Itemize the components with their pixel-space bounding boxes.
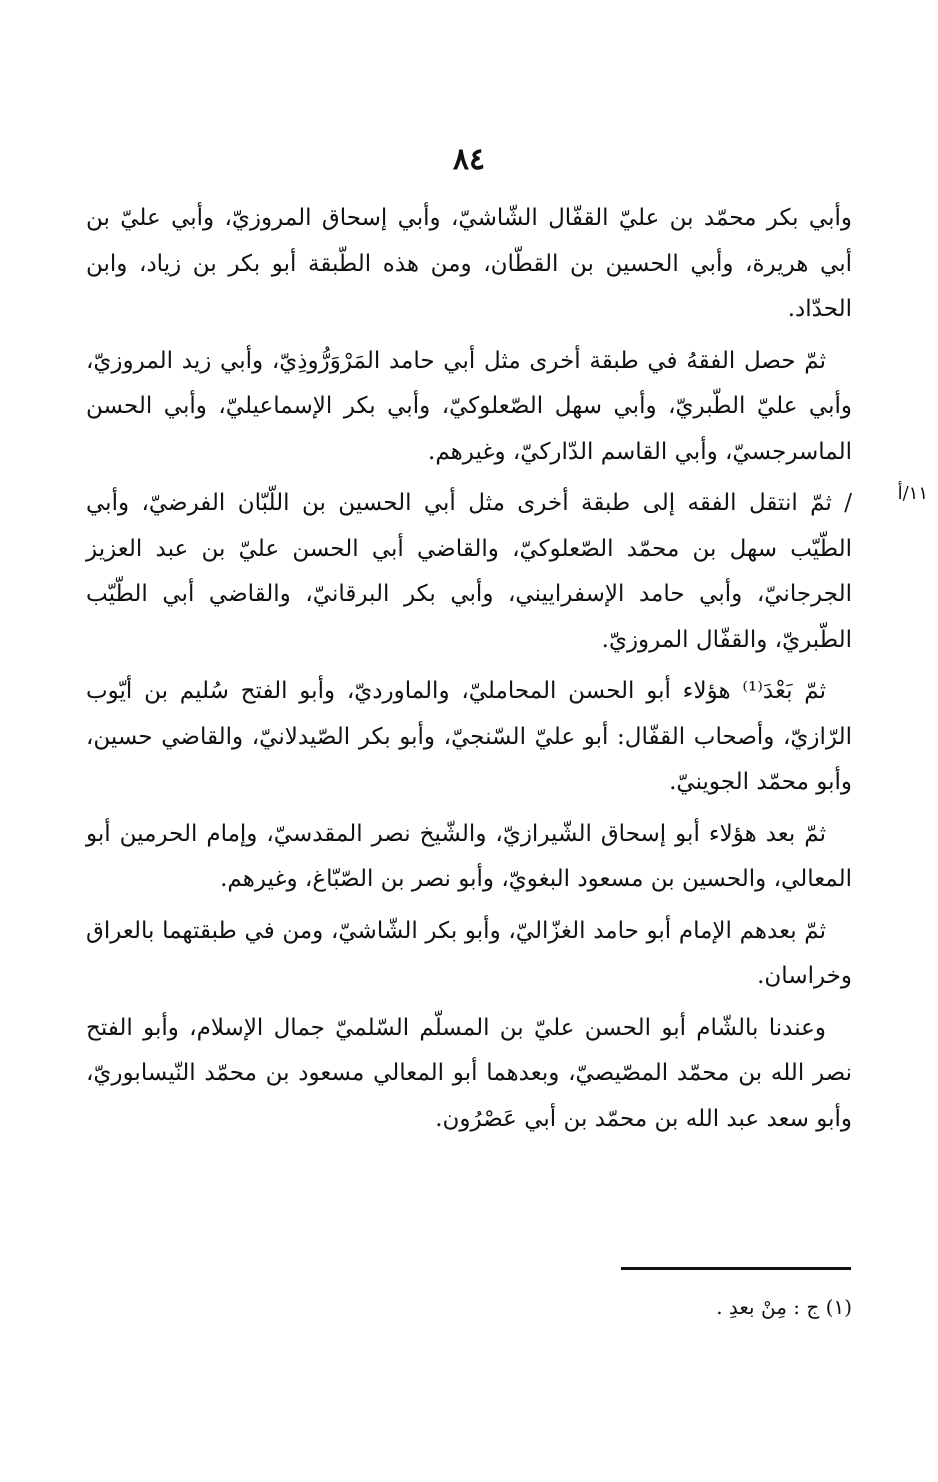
page-number: ٨٤ <box>452 142 486 177</box>
footnote: (١) ج : مِنْ بعدِ . <box>716 1295 852 1319</box>
paragraph-4: ثمّ بَعْدَ⁽¹⁾ هؤلاء أبو الحسن المحامليّ، والماورديّ، وأبو الفتح سُليم بن أيّوب الرّازيّ، وأصحاب القفّال: أبو عليّ السّنجيّ، وأبو بكر الصّيدلانيّ، والقاضي حسين، وأبو محمّد الجوينيّ. <box>86 678 852 795</box>
footnote-divider <box>621 1267 851 1270</box>
paragraph-1: وأبي بكر محمّد بن عليّ القفّال الشّاشيّ، وأبي إسحاق المروزيّ، وأبي عليّ بن أبي هريرة، وأبي الحسين بن القطّان، ومن هذه الطّبقة أبو بكر بن زياد، وابن الحدّاد. <box>86 205 852 322</box>
paragraph-5: ثمّ بعد هؤلاء أبو إسحاق الشّيرازيّ، والشّيخ نصر المقدسيّ، وإمام الحرمين أبو المعالي، والحسين بن مسعود البغويّ، وأبو نصر بن الصّبّاغ، وغيرهم. <box>86 820 852 892</box>
main-text <box>86 196 852 1148</box>
paragraph-7: وعندنا بالشّام أبو الحسن عليّ بن المسلّم السّلميّ جمال الإسلام، وأبو الفتح نصر الله بن محمّد المصّيصيّ، وبعدهما أبو المعالي مسعود بن محمّد النّيسابوريّ، وأبو سعد عبد الله بن محمّد بن أبي عَصْرُون. <box>86 1014 852 1132</box>
paragraph-6: ثمّ بعدهم الإمام أبو حامد الغزّاليّ، وأبو بكر الشّاشيّ، ومن في طبقتهما بالعراق وخراسان. <box>86 917 852 989</box>
paragraph-3: / ثمّ انتقل الفقه إلى طبقة أخرى مثل أبي الحسين بن اللّبّان الفرضيّ، وأبي الطّيّب سهل بن محمّد الصّعلوكيّ، والقاضي أبي الحسن عليّ بن عبد العزيز الجرجانيّ، وأبي حامد الإسفراييني، وأبي بكر البرقانيّ، والقاضي أبي الطّيّب الطّبريّ، والقفّال المروزيّ. <box>86 490 852 653</box>
paragraph-2: ثمّ حصل الفقهُ في طبقة أخرى مثل أبي حامد المَرْوَرُّوذِيّ، وأبي زيد المروزيّ، وأبي عليّ الطّبريّ، وأبي سهل الصّعلوكيّ، وأبي بكر الإسماعيليّ، وأبي الحسن الماسرجسيّ، وأبي القاسم الدّاركيّ، وغيرهم. <box>86 347 852 465</box>
margin-folio-note: ١١/أ <box>897 483 928 504</box>
